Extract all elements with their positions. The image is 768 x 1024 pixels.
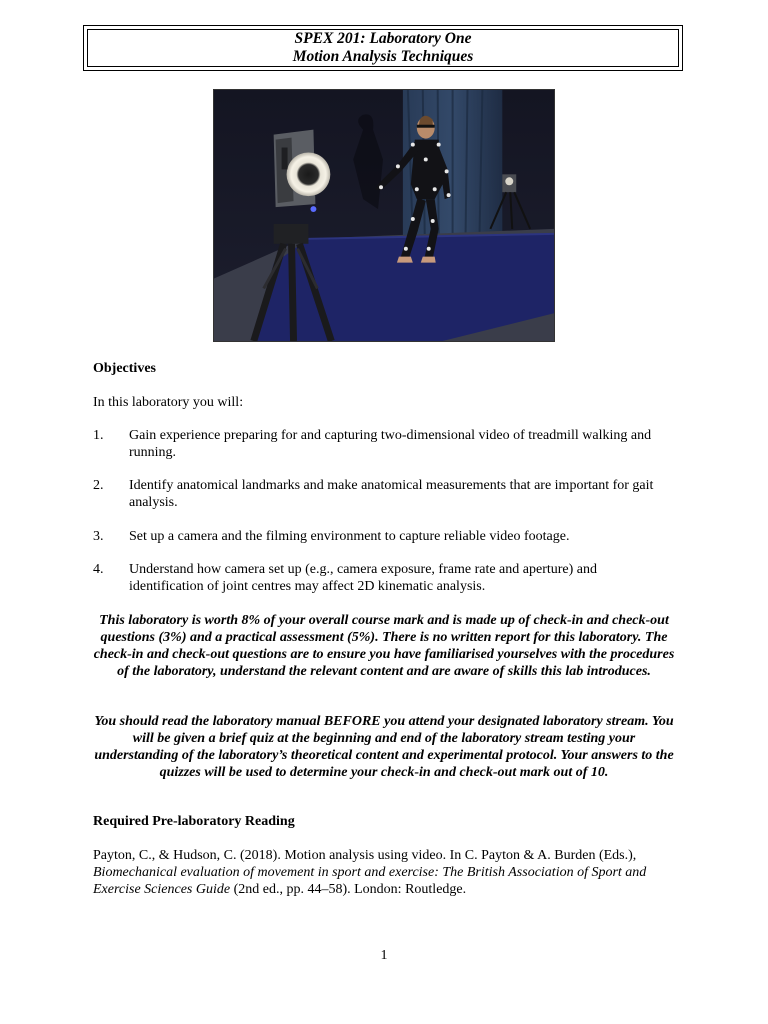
objective-text-4: Understand how camera set up (e.g., camera exposure, frame rate and aperture) and identification of joint centres may affect 2D kinematic analysis.	[129, 562, 597, 594]
reference-title: Biomechanical evaluation of movement in sport and exercise: The British Association of Sport and Exercise Sciences Guide	[93, 865, 647, 897]
motion-capture-photo	[213, 89, 555, 342]
objective-number-3: 3.	[93, 529, 104, 544]
objective-text-1: Gain experience preparing for and capturing two-dimensional video of treadmill walking and running.	[129, 428, 652, 460]
objective-number-2: 2.	[93, 478, 104, 493]
objective-text-3: Set up a camera and the filming environment to capture reliable video footage.	[129, 529, 570, 544]
page-number: 1	[380, 948, 388, 963]
motion-capture-illustration	[214, 90, 554, 341]
objectives-intro: In this laboratory you will:	[93, 395, 244, 410]
title-box-inner	[87, 29, 679, 67]
reading-heading: Required Pre-laboratory Reading	[93, 814, 295, 829]
reading-reference	[93, 847, 683, 898]
objective-number-4: 4.	[93, 562, 104, 577]
title-box	[83, 25, 683, 71]
reference-authors: Payton, C., & Hudson, C. (2018). Motion analysis using video. In C. Payton & A. Burden (Eds.),	[93, 848, 637, 863]
reading-notice: You should read the laboratory manual BEFORE you attend your designated laboratory stream. You will be given a brief quiz at the beginning and end of the laboratory stream testing your understanding of the laboratory’s theoretical content and experimental protocol. Your answers to the quizzes will be used to determine your check-in and check-out mark out of 10.	[94, 714, 674, 780]
document-subtitle: Motion Analysis Techniques	[292, 48, 474, 65]
objectives-heading: Objectives	[93, 361, 156, 376]
course-mark-notice: This laboratory is worth 8% of your overall course mark and is made up of check-in and check-out questions (3%) and a practical assessment (5%). There is no written report for this laboratory. The check-in and check-out questions are to ensure you have familiarised yourselves with the procedures of the laboratory, understand the relevant content and are aware of skills this lab introduces.	[93, 613, 675, 679]
document-title: SPEX 201: Laboratory One	[294, 30, 472, 47]
objective-number-1: 1.	[93, 428, 104, 443]
reference-publisher: (2nd ed., pp. 44–58). London: Routledge.	[230, 882, 467, 897]
objective-text-2: Identify anatomical landmarks and make anatomical measurements that are important for gait analysis.	[129, 478, 654, 510]
